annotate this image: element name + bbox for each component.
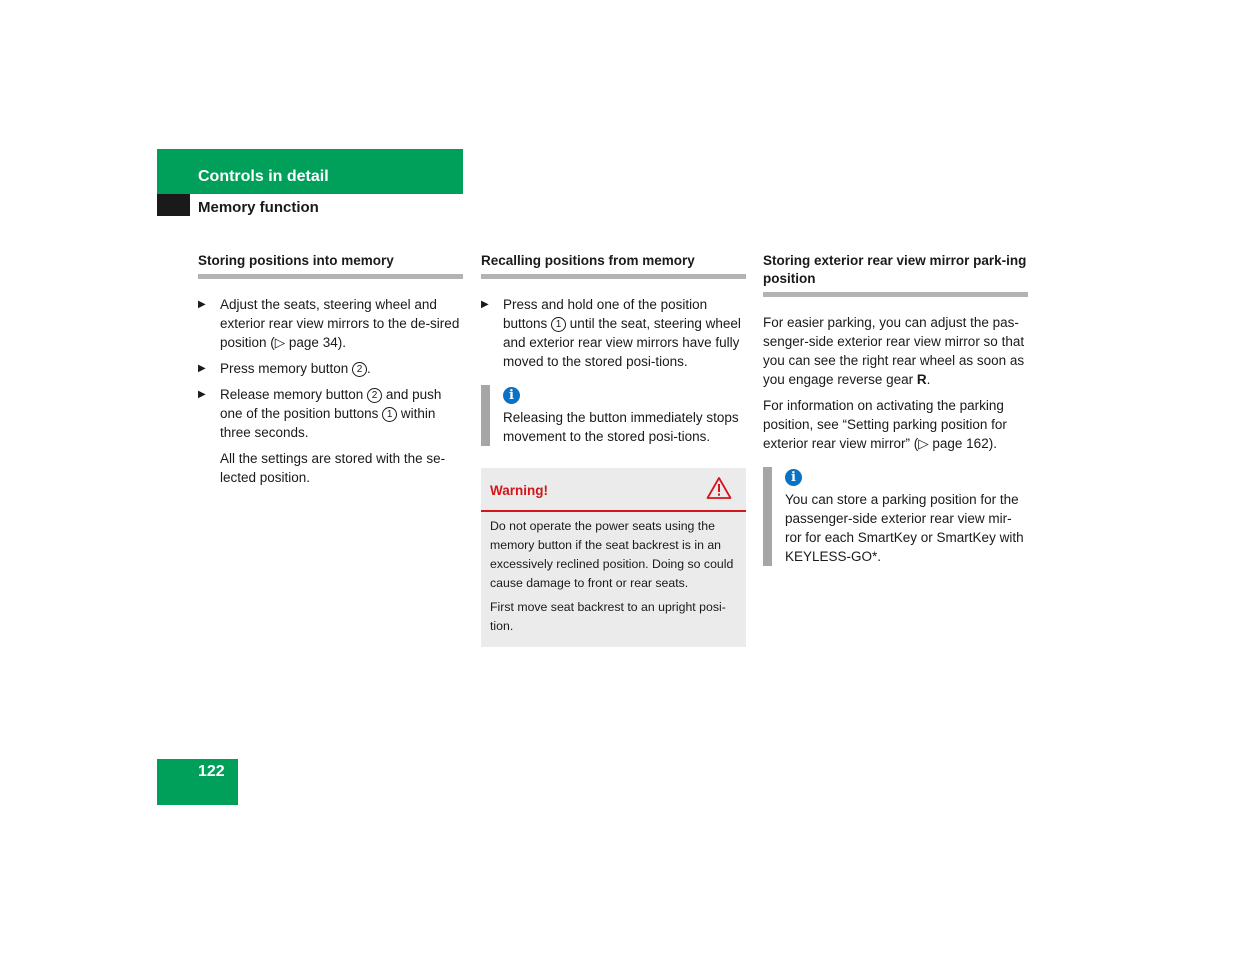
info-text: You can store a parking position for the passenger-side exterior rear view mir-ror for each SmartKey or SmartKey with KEYLESS-GO*. — [785, 492, 1024, 564]
column-recalling-positions — [481, 252, 746, 669]
page-number: 122 — [198, 763, 225, 780]
warning-wrapper — [481, 468, 746, 647]
subsection-title: Memory function — [198, 199, 319, 216]
step-adjust — [198, 295, 463, 352]
heading-storing-positions: Storing positions into memory — [198, 252, 463, 279]
callout-number-icon: 2 — [352, 362, 367, 377]
info-icon: i — [785, 469, 802, 486]
info-note-release — [481, 385, 746, 446]
paragraph-text: . — [926, 372, 931, 387]
paragraph-easier-parking — [763, 313, 1028, 389]
callout-number-icon: 2 — [367, 388, 382, 403]
warning-label: Warning! — [490, 483, 548, 498]
column-mirror-parking — [763, 252, 1028, 588]
step-release-memory — [198, 385, 463, 442]
section-title: Controls in detail — [198, 168, 329, 185]
paragraph-activation-info: For information on activating the parking position, see “Setting parking position for exterior rear view mirror” (▷ page 162). — [763, 398, 1007, 451]
header-black-block — [157, 194, 190, 216]
bullet-arrow-icon: ▶ — [198, 299, 206, 310]
callout-number-icon: 1 — [551, 317, 566, 332]
bullet-arrow-icon: ▶ — [198, 389, 206, 400]
warning-body — [481, 512, 746, 647]
step-press-memory — [198, 359, 463, 378]
paragraph-text: For easier parking, you can adjust the pas-senger-side exterior rear view mirror so that you can see the right rear wheel as soon as you engage reverse gear — [763, 315, 1025, 387]
info-icon: i — [503, 387, 520, 404]
warning-triangle-icon — [706, 476, 732, 500]
info-note-smartkey — [763, 467, 1028, 566]
warning-paragraph: First move seat backrest to an upright posi-tion. — [490, 600, 726, 633]
heading-mirror-parking: Storing exterior rear view mirror park-ing position — [763, 252, 1028, 297]
warning-paragraph: Do not operate the power seats using the memory button if the seat backrest is in an excessively reclined position. Doing so could cause damage to front or rear seats. — [490, 519, 734, 590]
step-text: Release memory button — [220, 387, 368, 402]
warning-box — [481, 468, 746, 647]
info-text: Releasing the button immediately stops movement to the stored posi-tions. — [503, 410, 739, 444]
bullet-arrow-icon: ▶ — [198, 363, 206, 374]
step-text: Press memory button — [220, 361, 353, 376]
info-bar — [481, 385, 490, 446]
gear-r-label: R — [916, 372, 927, 387]
result-note: All the settings are stored with the se-lected position. — [220, 451, 446, 485]
bullet-arrow-icon: ▶ — [481, 299, 489, 310]
step-press-hold — [481, 295, 746, 371]
step-text: Press and hold one of the position buttons — [503, 297, 708, 331]
step-text: . — [367, 361, 371, 376]
column-storing-positions — [198, 252, 463, 494]
heading-recalling-positions: Recalling positions from memory — [481, 252, 746, 279]
step-text: Adjust the seats, steering wheel and exterior rear view mirrors to the de-sired position (▷ page 34). — [220, 297, 460, 350]
info-bar — [763, 467, 772, 566]
warning-header — [481, 468, 746, 512]
step-text: within three seconds. — [220, 406, 436, 440]
step-text: and push one of the position buttons — [220, 387, 442, 421]
step-text: until the seat, steering wheel and exterior rear view mirrors have fully moved to the stored posi-tions. — [503, 316, 741, 369]
callout-number-icon: 1 — [382, 407, 397, 422]
